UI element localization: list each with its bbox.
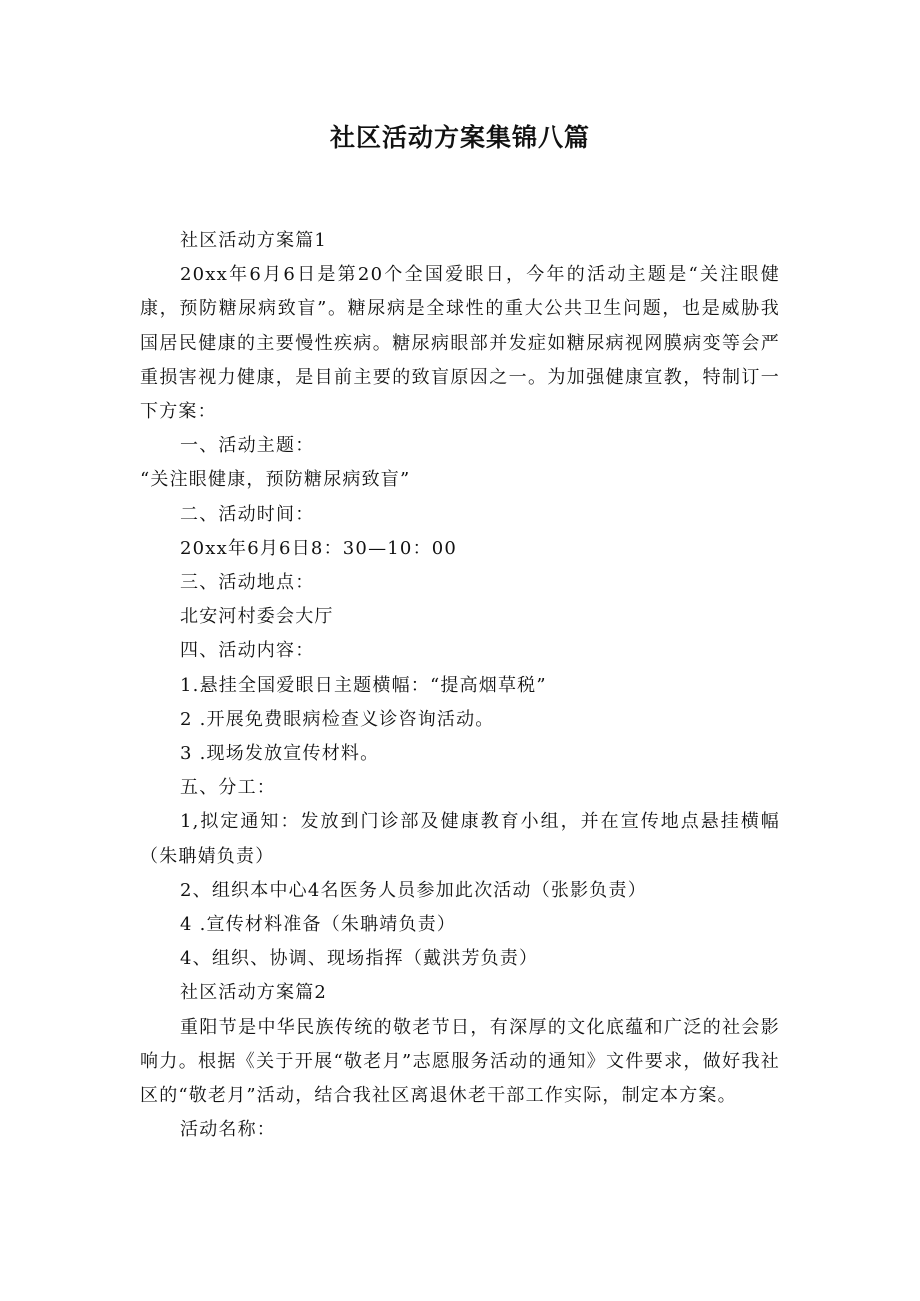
content-item: 1.悬挂全国爱眼日主题横幅：“提高烟草税”: [180, 674, 547, 696]
division-item: 4 .宣传材料准备（朱聃靖负责）: [180, 914, 457, 936]
section1-intro-paragraph: 20xx年6月6日是第20个全国爱眼日，今年的活动主题是“关注眼健康，预防糖尿病致盲”。糖尿病是全球性的重大公共卫生问题，也是威胁我国居民健康的主要慢性疾病。糖尿病眼部并发症如糖尿病视网膜病变等会严重损害视力健康，是目前主要的致盲原因之一。为加强健康宣教，特制订一下方案：: [140, 264, 780, 423]
document-title: 社区活动方案集锦八篇: [329, 123, 590, 152]
place-label: 三、活动地点：: [180, 572, 315, 594]
time-label: 二、活动时间：: [180, 503, 315, 525]
time-value: 20xx年6月6日8：30—10：00: [180, 537, 458, 559]
section-heading-1: 社区活动方案篇1: [180, 230, 328, 251]
section2-intro-paragraph: 重阳节是中华民族传统的敬老节日，有深厚的文化底蕴和广泛的社会影响力。根据《关于开展“敬老月”志愿服务活动的通知》文件要求，做好我社区的“敬老月”活动，结合我社区离退休老干部工作实际，制定本方案。: [140, 1016, 780, 1107]
content-item: 2 .开展免费眼病检查义诊咨询活动。: [180, 708, 495, 730]
division-item: 1,拟定通知：发放到门诊部及健康教育小组，并在宣传地点悬挂横幅（朱聃婧负责）: [140, 811, 780, 867]
division-item: 4、组织、协调、现场指挥（戴洪芳负责）: [180, 948, 539, 970]
division-label: 五、分工：: [180, 777, 276, 799]
place-value: 北安河村委会大厅: [180, 606, 334, 628]
division-item: 2、组织本中心4名医务人员参加此次活动（张影负责）: [180, 879, 647, 901]
theme-value: “关注眼健康，预防糖尿病致盲”: [140, 469, 411, 491]
document-body: [140, 224, 780, 1147]
activity-name-label: 活动名称：: [180, 1119, 276, 1141]
section-heading-2: 社区活动方案篇2: [180, 982, 328, 1004]
theme-label: 一、活动主题：: [180, 435, 315, 457]
content-item: 3 .现场发放宣传材料。: [180, 743, 380, 765]
content-label: 四、活动内容：: [180, 640, 315, 662]
